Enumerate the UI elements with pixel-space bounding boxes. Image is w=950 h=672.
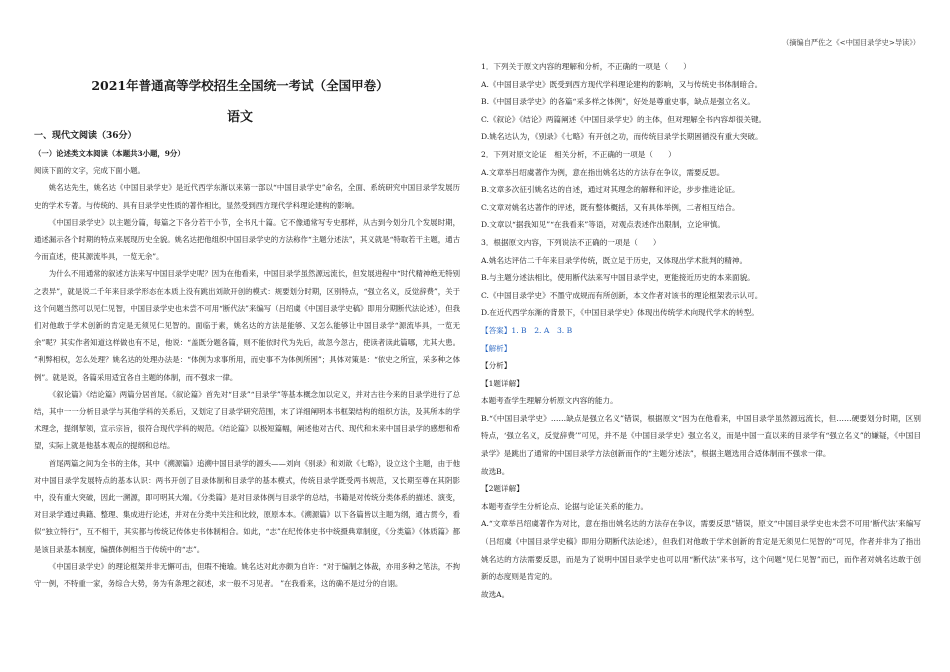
source-note: （摘编自严佐之《<中国目录学史>导读》） [782, 38, 920, 47]
passage-paragraph: 《中国目录学史》以主题分篇，每篇之下各分若干小节，全书凡十篇。它不像通常写专史那样，从古到今划分几个发展时期，通述漏示各个时期的特点来展现历史全貌。姚名达把他组织中国目录学史的方法称作“主题分述法”，其义就是“特取若干主题，通古今而直述，使其源流毕具，一览无余”。 [34, 217, 460, 262]
instruction: 阅读下面的文字，完成下面小题。 [34, 166, 145, 176]
option: B.与主题分述法相比，使用断代法来写中国目录学史，更能接近历史的本来面貌。 [481, 273, 755, 283]
q2-conclusion: 故选A。 [481, 589, 510, 599]
section-heading: 一、现代文阅读（36分） [34, 131, 137, 141]
q1-detail-intro: 本题考查学生理解分析原文内容的能力。 [481, 396, 618, 406]
passage-paragraph: 为什么不用通常的叙述方法来写中国目录学史呢？因为在他看来，中国目录学虽然源远流长，但发展进程中“时代精神绝无特别之表异”，就是说二千年来目录学形态在本质上没有跳出刘歆开创的模式：规要划分时期，区别特点，“强立名义，反觉辞费”，关于这个问题当然可以见仁见智，中国目录学史也未尝不可用“断代法”来编写（吕绍虞《中国目录学史稿》即用分期断代法论述），但我们对他敢于学术创新的肯定是无须见仁见智的。面临于素，姚名达的方法是能够、又怎么能够让中国目录学“源流毕具，一览无余”呢？其实作者知道这样做也有不足，他说：“盖既分题各篇，则不能依时代为先后，故忽今忽古，使读者读此篇哪，尤其大患。 ”利弊相权，怎么处理？姚名达的处理办法是：“体例为求事所用，而史事不为体例所困”；具体对策是：“依史之所宜，采多种之体例”。就是说，各篇采用适宜各自主题的体制，而不强求一律。 [34, 269, 460, 382]
question-2-stem: 2．下列对原文论证 相关分析，不正确的一项是（ ） [481, 149, 676, 159]
subject-title: 语文 [226, 110, 253, 125]
option: B.《中国目录学史》的各篇“采多样之体例”，好处是尊重史事，缺点是强立名义。 [481, 97, 755, 107]
answer-value: 1. B 2. A 3. B [511, 325, 573, 335]
answer-tag: 【答案】 [481, 325, 512, 335]
option: C.《叙论》《结论》两篇阐述《中国目录学史》的主体，但对理解全书内容却很关键。 [481, 114, 767, 124]
q1-detail: B.“《中国目录学史》……缺点是强立名义”错误，根据原文“因为在他看来，中国目录学虽然源远流长，但……硬要划分时期，区别特点，‘强立名义，反觉辞费’”可见，并不是《中国目录学史》强立名义，而是中国一直以来的目录学有“强立名义”的嫌疑，《中国目录学》是跳出了通常的中国目录学方法创新而作的“主题分述法”，根据主题选用合适体制而不强求一律。 [481, 413, 921, 459]
left-column [34, 145, 460, 592]
option: A.姚名达评估二千年来目录学传统，既立足于历史，又体现出学术批判的精神。 [481, 255, 748, 265]
option: A.《中国目录学史》既受到西方现代学科理论建构的影响，又与传统史书体制暗合。 [481, 79, 763, 89]
question-3-stem: 3．根据原文内容，下列说法不正确的一项是（ ） [481, 237, 661, 247]
option: B.文章多次征引姚名达的自述，通过对其理念的解释和评论，步步推进论证。 [481, 185, 740, 195]
fenxi-tag: 【分析】 [481, 361, 512, 371]
analysis-tag: 【解析】 [481, 343, 512, 353]
passage-paragraph: 《叙论篇》《结论篇》两篇分居首尾。《叙论篇》首先对“目录”“目录学”等基本概念加以定义，并对古往今来的目录学进行了总结，其中一一分析目录学与其他学科的关系后，又划定了目录学研究范围，末了详细阐明本书框架结构的组织方法，及其所本的学术理念，提纲挈领，宣示宗旨，很符合现代学科的规范。《结论篇》以极短篇幅，阐述他对古代、现代和未来中国目录学的感想和希望，实际上就是他基本观点的提纲和总结。 [34, 389, 460, 451]
option: C.文章对姚名达著作的评述，既有整体概括，又有具体举例，二者相互结合。 [481, 202, 740, 212]
option: D.文章以“据我知见”“在我看来”等语，对观点表述作出限制，立论审慎。 [481, 220, 725, 230]
q2-detail-intro: 本题考查学生分析论点、论据与论证关系的能力。 [481, 501, 649, 511]
q1-conclusion: 故选B。 [481, 466, 510, 476]
question-1-stem: 1．下列关于原文内容的理解和分析，不正确的一项是（ ） [481, 62, 691, 71]
option: C.《中国目录学史》不墨守成规而有所创新，本文作者对该书的理论框架表示认可。 [481, 290, 763, 300]
answer-line [481, 322, 921, 340]
right-column [481, 58, 921, 603]
passage-paragraph: 首尾两篇之间为全书的主体，其中《溯源篇》追溯中国目录学的源头——刘向《别录》和刘歆《七略》，设立这个主题，由于他对中国目录学发展特点的基本认识：两书开创了目录体制和目录学的基本模式，传统目录学既受两书规范，又长期至尊在其阴影中，没有重大突破，因此一溯源，即可明其大端。《分类篇》是对目录体例与目录学的总结，书籍是对传统分类体系的描述、演变，对目录学通过典籍、整理、集成进行论述，并对在分类中关注和比较，原原本本。《溯源篇》以下各篇皆以主题为纲，通古贯今，看似“独立特行”，互不相干，其实都与传统记传体史书体制相合。如此，“志”在纪传体史书中统摄典章制度，《分类篇》《体质篇》都是该目录基本制度，编撰体例相当于传统中的“志”。 [34, 458, 460, 554]
option: D.在近代西学东渐的背景下，《中国目录学史》体现出传统学术向现代学术的转型。 [481, 308, 759, 318]
passage-paragraph: 《中国目录学史》的理论框架并非无懈可击，但瑕不掩瑜。姚名达对此亦颇为自许：“对于编制之体裁，亦用多种之笔法，不拘守一例，不特重一家，务综合大势，务为有条理之叙述，求一般不习见者。 ”在我看来，这的确不是过分的自诩。 [34, 561, 460, 589]
q2-detail: A.“文章举吕绍虞著作为对比，意在指出姚名达的方法存在争议，需要反思”错误，原文“中国目录学史也未尝不可用‘断代法’来编写（吕绍虞《中国目录学史稿》即用分期断代法论述），但我们对他敢于学术创新的肯定是无须见仁见智的”可见，作者并非为了指出姚名达的方法需要反思，而是为了说明中国目录学史也可以用“断代法”来书写，这个问题“见仁见智”而已，而作者对姚名达敢于创新的态度则是肯定的。 [481, 519, 921, 582]
q1-detail-tag: 【1题详解】 [481, 378, 524, 388]
option: D.姚名达认为，《别录》《七略》有开创之功，而传统目录学长期困循没有重大突破。 [481, 132, 763, 142]
exam-title: 2021年普通高等学校招生全国统一考试（全国甲卷） [91, 78, 389, 93]
q2-detail-tag: 【2题详解】 [481, 484, 524, 494]
subsection-heading: （一）论述类文本阅读（本题共3小题，9分） [34, 149, 185, 158]
passage-paragraph: 姚名达先生，姚名达《中国目录学史》是近代西学东渐以来第一部以“中国目录学史”命名，全面、系统研究中国目录学发展历史的学术专著。与传统的、具有目录学史性质的著作相比，显然受到西方现代学科理论建构的影响。 [34, 183, 460, 210]
option: A.文章举吕绍虞著作为例，意在指出姚名达的方法存在争议，需要反思。 [481, 167, 725, 177]
